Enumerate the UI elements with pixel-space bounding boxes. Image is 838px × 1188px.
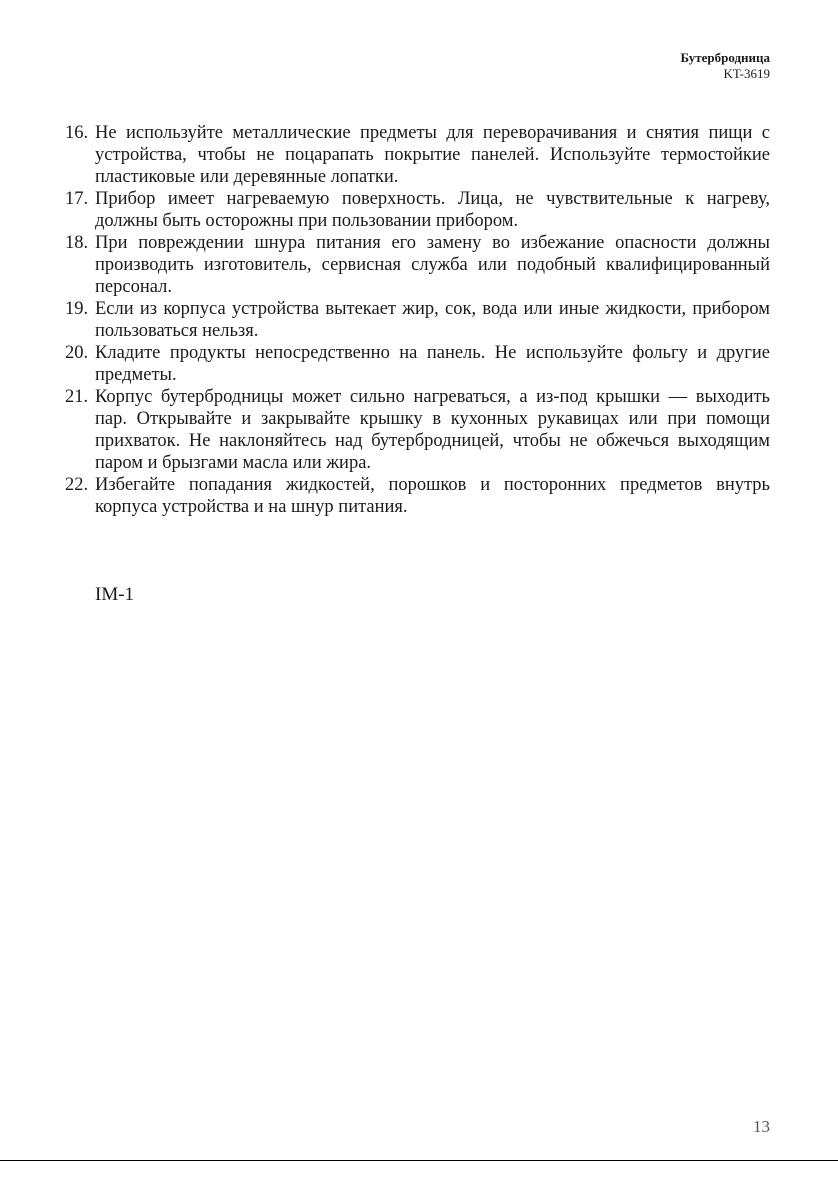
list-item xyxy=(65,298,770,342)
bottom-divider xyxy=(0,1160,838,1161)
item-text: Корпус бутербродницы может сильно нагреваться, а из-под крышки — выходить пар. Открывайте и закрывайте крышку в кухонных рукавицах или при помощи прихваток. Не наклоняйтесь над бутербродницей, чтобы не обжечься выходящим паром и брызгами масла или жира. xyxy=(95,387,770,473)
item-text: При повреждении шнура питания его замену во избежание опасности должны производить изготовитель, сервисная служба или подобный квалифицированный персонал. xyxy=(95,233,770,297)
item-number: 21. xyxy=(65,387,89,407)
list-item xyxy=(65,342,770,386)
item-number: 20. xyxy=(65,343,89,363)
product-title: Бутербродница xyxy=(680,50,770,65)
item-number: 18. xyxy=(65,233,89,253)
item-number: 17. xyxy=(65,189,89,209)
item-text: Если из корпуса устройства вытекает жир, сок, вода или иные жидкости, прибором пользоваться нельзя. xyxy=(95,299,770,341)
list-item xyxy=(65,188,770,232)
page-number: 13 xyxy=(753,1117,770,1136)
list-item xyxy=(65,386,770,474)
item-number: 19. xyxy=(65,299,89,319)
page-header xyxy=(680,50,770,82)
product-model: KT-3619 xyxy=(723,66,770,81)
item-text: Не используйте металлические предметы для переворачивания и снятия пищи с устройства, чтобы не поцарапать покрытие панелей. Используйте термостойкие пластиковые или деревянные лопатки. xyxy=(95,123,770,187)
item-text: Прибор имеет нагреваемую поверхность. Лица, не чувствительные к нагреву, должны быть осторожны при пользовании прибором. xyxy=(95,189,770,231)
list-item xyxy=(65,232,770,298)
list-item xyxy=(65,474,770,518)
list-item xyxy=(65,122,770,188)
item-text: Кладите продукты непосредственно на панель. Не используйте фольгу и другие предметы. xyxy=(95,343,770,385)
safety-instructions-list xyxy=(65,122,770,518)
item-text: Избегайте попадания жидкостей, порошков и посторонних предметов внутрь корпуса устройства и на шнур питания. xyxy=(95,475,770,517)
document-code: IM-1 xyxy=(95,584,135,605)
item-number: 16. xyxy=(65,123,89,143)
item-number: 22. xyxy=(65,475,89,495)
